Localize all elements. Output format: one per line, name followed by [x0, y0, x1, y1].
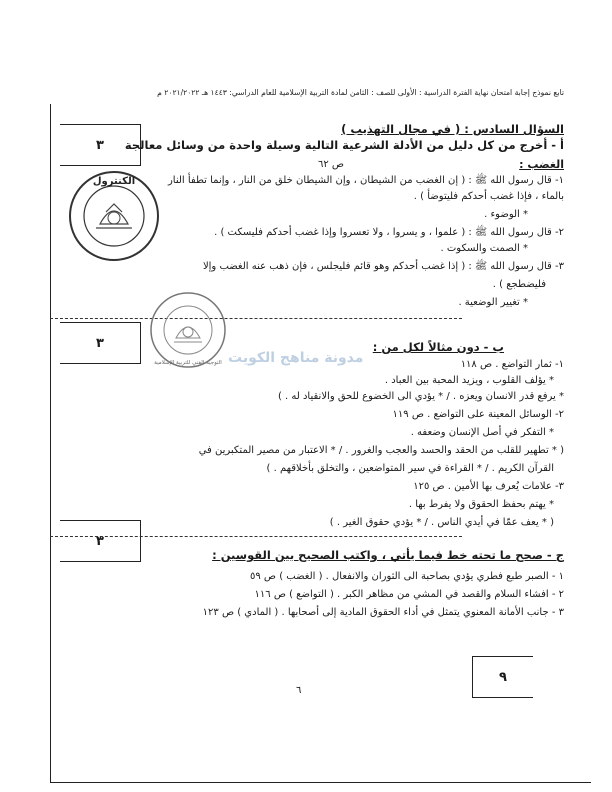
part-b-item-3: ٣- علامات يُعرف بها الأمين . ص ١٢٥ — [413, 481, 564, 492]
part-c-item-3: ٣ - جانب الأمانة المعنوي يتمثل في أداء الحقوق المادية إلى أصحابها . ( المادي ) ص ١٢٣ — [202, 607, 564, 618]
part-b-answer-3: * يهتم بحفظ الحقوق ولا يفرط بها . — [408, 499, 554, 510]
part-a-answer-1: * الوضوء . — [484, 209, 528, 220]
part-a-item-2: ٢- قال رسول الله ﷺ : ( علموا ، و يسروا ، ولا تعسروا وإذا غضب أحدكم فليسكت ) . — [214, 227, 564, 238]
part-b-answer-2b: ( * تطهير للقلب من الحقد والحسد والعجب والغرور . / * الاعتبار من مصير المتكبرين في — [198, 445, 564, 456]
part-b-title: ب - دون مثالاً لكل من : — [372, 340, 504, 354]
part-b-answer-2c: القرآن الكريم . / * القراءة في سير المتواضعين ، والتخلق بأخلاقهم . ) — [266, 463, 554, 474]
part-a-item-1: ١- قال رسول الله ﷺ : ( إن الغضب من الشيطان ، وإن الشيطان خلق من النار ، وإنما تطفأ النار — [167, 175, 564, 186]
part-c-item-2: ٢ - افشاء السلام والقصد في المشي من مظاهر الكبر . ( التواضع ) ص ١١٦ — [254, 589, 564, 600]
mark-box-b: ٣ — [60, 322, 141, 364]
part-b-answer-1b: * يرفع قدر الانسان ويعزه . / * يؤدي الى الخضوع للحق والانقياد له . ) — [277, 391, 564, 402]
part-a-topic: الغضب : — [519, 158, 564, 171]
part-a-item-3-cont: فليضطجع ) . — [492, 279, 546, 290]
mark-box-c: ٣ — [60, 520, 141, 562]
part-c-title: ج - صحح ما تحته خط فيما يأتي ، واكتب الصحيح بين القوسين : — [212, 548, 564, 562]
question-title: السؤال السادس : ( في مجال التهذيب ) — [341, 122, 564, 136]
part-b-item-1: ١- ثمار التواضع . ص ١١٨ — [460, 359, 564, 370]
part-b-answer-1: * يؤلف القلوب ، ويزيد المحبة بين العباد . — [384, 375, 554, 386]
stamp-bottom-text: التوجيه الفني للتربية الإسلامية — [154, 360, 222, 366]
page-number: ٦ — [296, 685, 302, 696]
total-mark-box: ٩ — [472, 656, 533, 698]
watermark: مدونة مناهج الكويت — [228, 350, 364, 366]
part-c-item-1: ١ - الصبر طبع فطري يؤدي بصاحبة الى الثوران والانفعال . ( الغضب ) ص ٥٩ — [250, 571, 564, 582]
part-a-answer-2: * الصمت والسكوت . — [440, 243, 528, 254]
divider-a — [50, 318, 462, 319]
part-b-answer-3b: ( * يعف عمّا في أيدي الناس . / * يؤدي حقوق الغير . ) — [329, 517, 554, 528]
section-b — [150, 340, 564, 540]
part-a-page: ص ٦٢ — [317, 159, 344, 170]
part-a-item-1-cont: بالماء ، فإذا غضب أحدكم فليتوضأ ) . — [413, 191, 564, 202]
stamp-top-text: الكنترول — [92, 176, 136, 187]
mark-box-a: ٣ — [60, 124, 141, 166]
part-a-item-3: ٣- قال رسول الله ﷺ : ( إذا غضب أحدكم وهو قائم فليجلس ، فإن ذهب عنه الغضب وإلا — [202, 261, 564, 272]
part-b-answer-2: * التفكر في أصل الإنسان وضعفه . — [410, 427, 554, 438]
part-a-title: أ - أخرج من كل دليل من الأدلة الشرعية التالية وسيلة واحدة من وسائل معالجة — [124, 138, 564, 152]
part-a-answer-3: * تغيير الوضعية . — [458, 297, 528, 308]
control-seal-stamp — [66, 168, 162, 264]
department-seal-stamp — [148, 290, 228, 370]
part-b-item-2: ٢- الوسائل المعينة على التواضع . ص ١١٩ — [392, 409, 564, 420]
document-header: تابع نموذج إجابة امتحان نهاية الفترة الدراسية : الأولى للصف : الثامن لمادة التربية الإسلامية للعام الدراسي: ١٤٤٣ هـ ٢٠٢١/٢٠٢٢ م — [157, 88, 564, 97]
section-c — [100, 548, 564, 648]
